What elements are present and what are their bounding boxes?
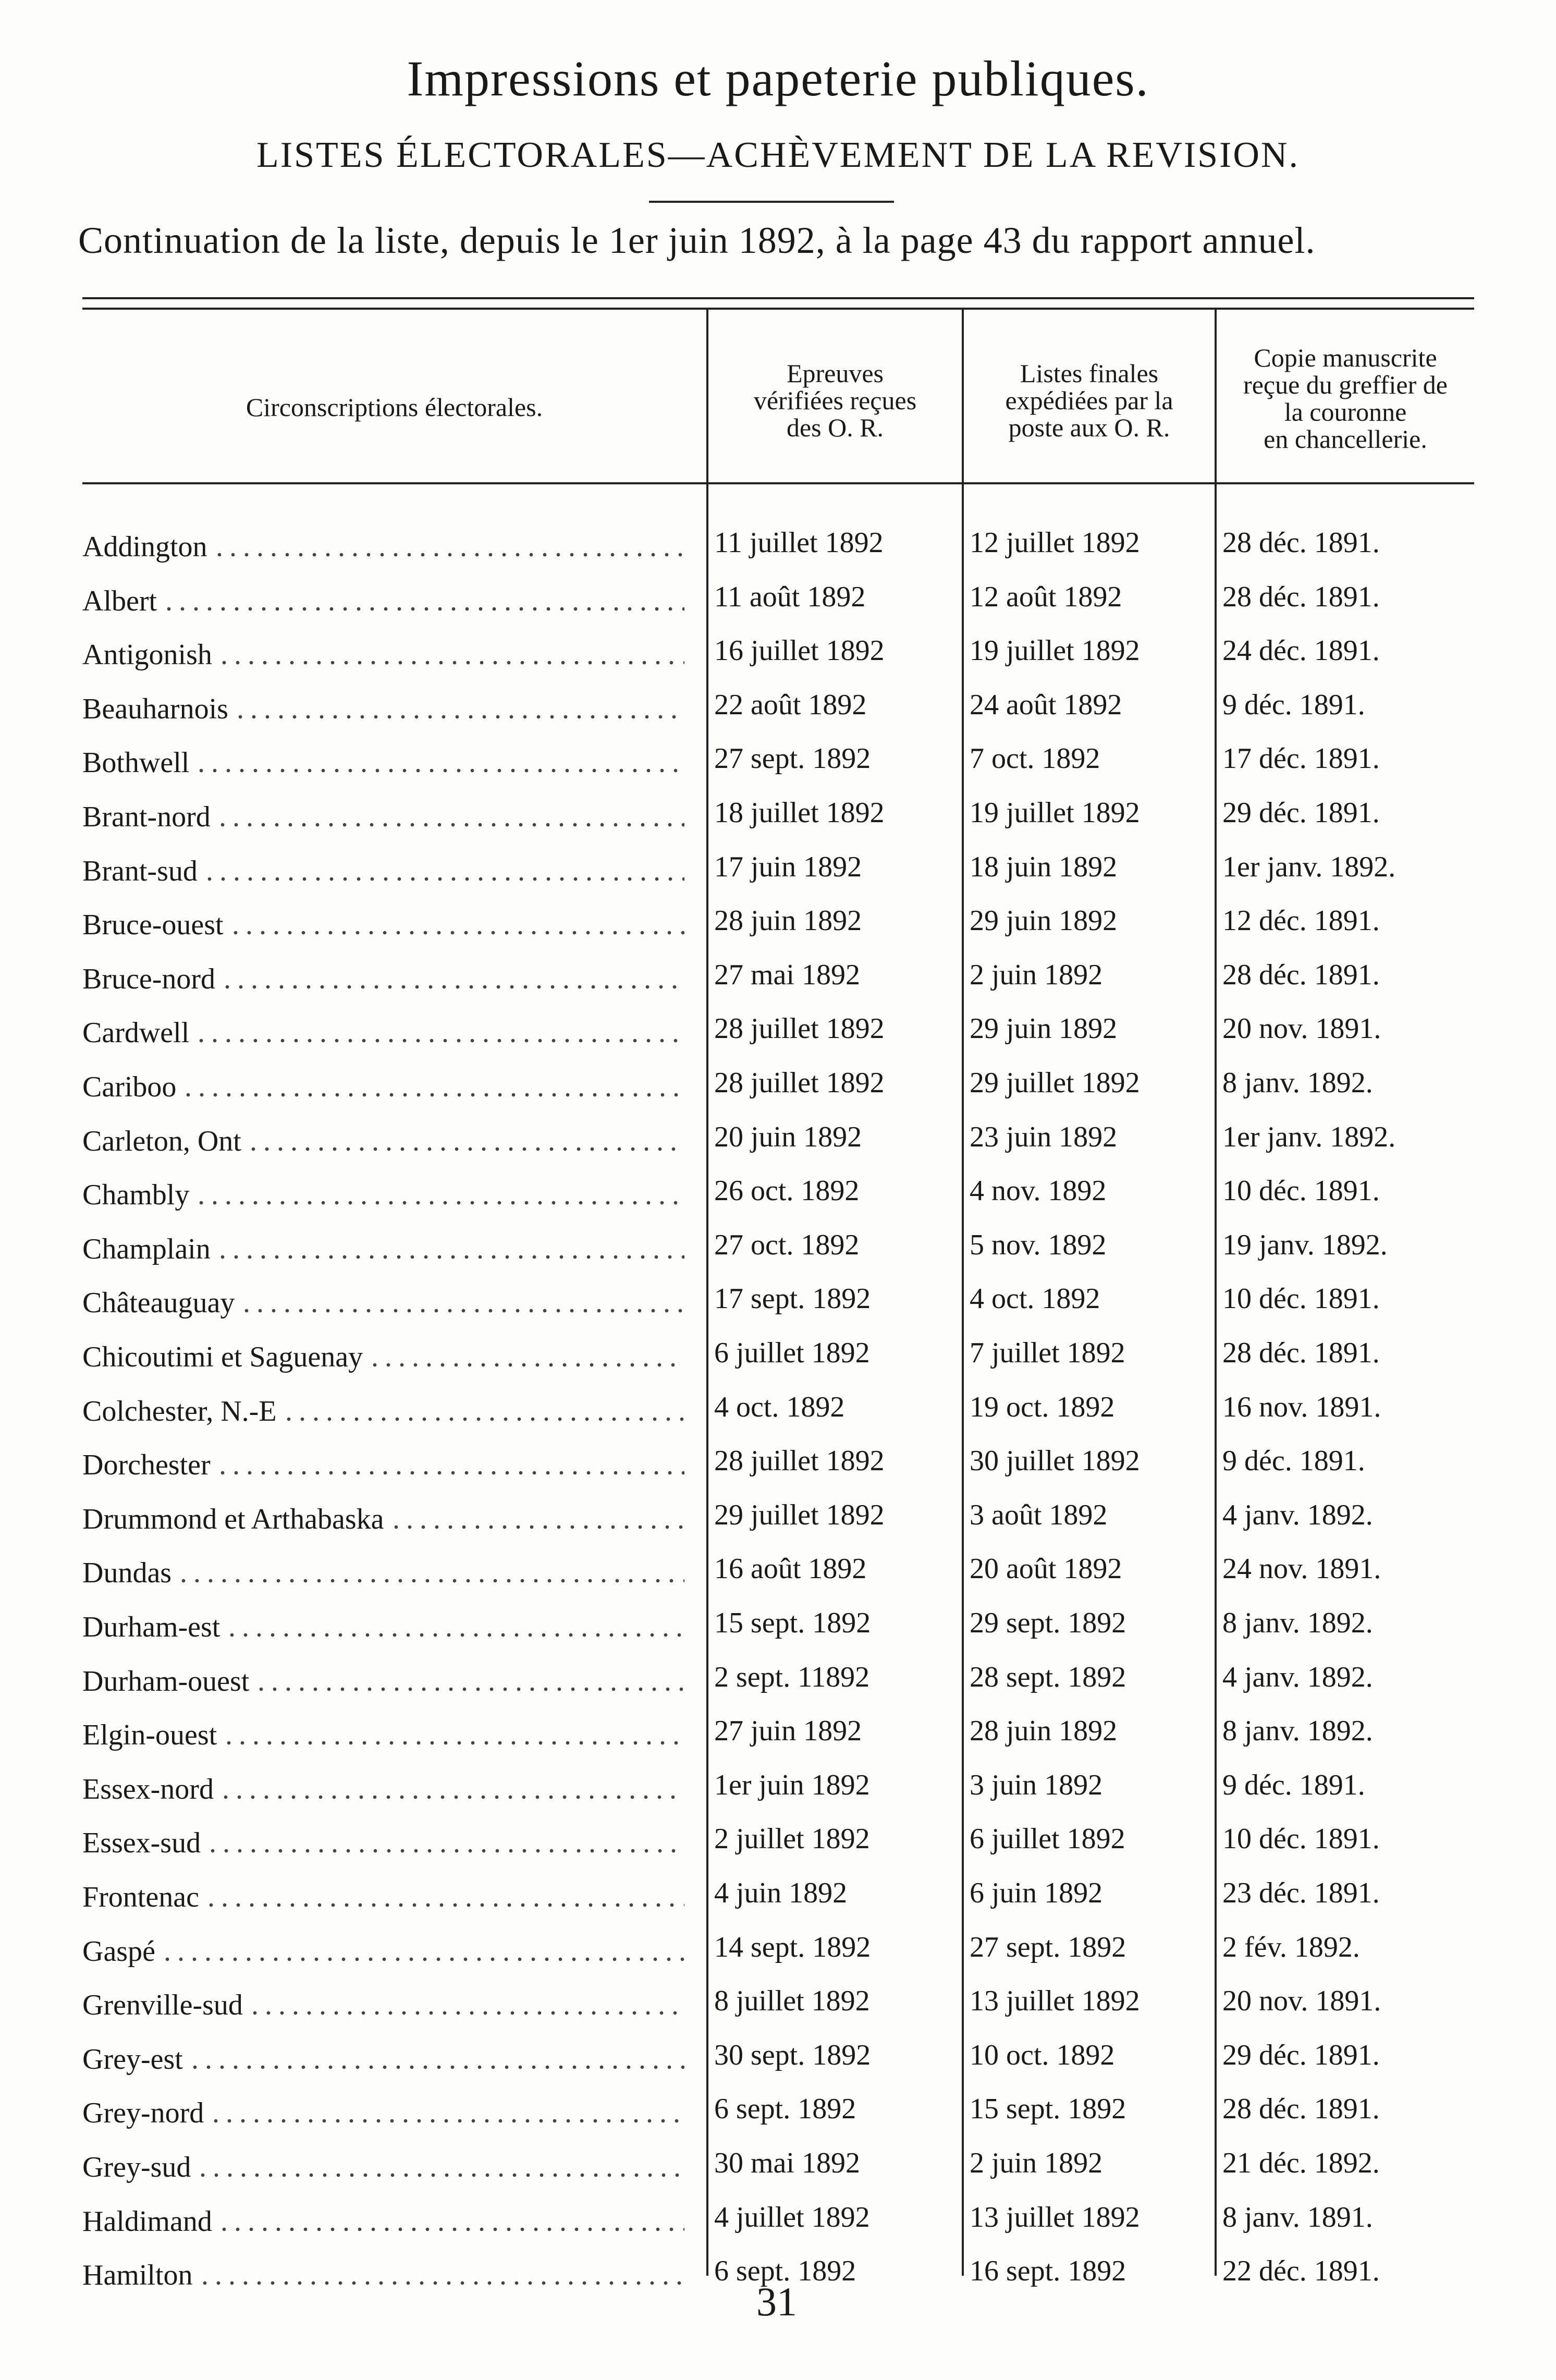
- copie-date: 28 déc. 1891.: [1222, 527, 1380, 559]
- dot-leader: [177, 1578, 684, 1583]
- listes-date: 29 sept. 1892: [970, 1607, 1126, 1639]
- page-title: Impressions et papeterie publiques.: [407, 51, 1149, 106]
- copie-date: 20 nov. 1891.: [1222, 1012, 1381, 1045]
- epreuves-date: 29 juillet 1892: [714, 1499, 885, 1531]
- circonscription-name: Grey-sud: [82, 2151, 191, 2183]
- table-row: [0, 1864, 1556, 1914]
- table-row: [0, 1972, 1556, 2022]
- epreuves-date: 4 juillet 1892: [714, 2201, 870, 2233]
- circonscription-cell: [82, 946, 684, 996]
- listes-date: 4 oct. 1892: [970, 1283, 1100, 1315]
- table-row: [0, 1702, 1556, 1752]
- epreuves-date: 2 sept. 11892: [714, 1661, 870, 1693]
- circonscription-cell: [82, 1432, 684, 1482]
- copie-date: 12 déc. 1891.: [1222, 905, 1380, 937]
- listes-date: 30 juillet 1892: [970, 1445, 1140, 1477]
- dot-leader: [229, 930, 684, 935]
- circonscription-cell: [82, 1756, 684, 1806]
- copie-date: 28 déc. 1891.: [1222, 581, 1380, 613]
- listes-date: 13 juillet 1892: [970, 1985, 1140, 2017]
- table-row: [0, 946, 1556, 996]
- listes-date: 5 nov. 1892: [970, 1229, 1107, 1261]
- circonscription-cell: [82, 1810, 684, 1860]
- dot-leader: [194, 1200, 684, 1205]
- table-row: [0, 999, 1556, 1049]
- table-row: [0, 729, 1556, 779]
- copie-date: 21 déc. 1892.: [1222, 2147, 1380, 2179]
- circonscription-name: Elgin-ouest: [82, 1719, 217, 1751]
- epreuves-date: 26 oct. 1892: [714, 1175, 860, 1207]
- epreuves-date: 27 juin 1892: [714, 1715, 862, 1747]
- listes-date: 4 nov. 1892: [970, 1175, 1107, 1207]
- copie-date: 4 janv. 1892.: [1222, 1661, 1373, 1693]
- circonscription-cell: [82, 784, 684, 834]
- dot-leader: [368, 1362, 684, 1368]
- circonscription-name: Durham-ouest: [82, 1665, 250, 1698]
- copie-date: 9 déc. 1891.: [1222, 689, 1365, 721]
- circonscription-name: Châteauguay: [82, 1287, 235, 1319]
- epreuves-date: 14 sept. 1892: [714, 1931, 871, 1963]
- circonscription-name: Grey-est: [82, 2043, 183, 2076]
- circonscription-cell: [82, 838, 684, 888]
- copie-date: 4 janv. 1892.: [1222, 1499, 1373, 1531]
- epreuves-date: 15 sept. 1892: [714, 1607, 871, 1639]
- epreuves-date: 28 juillet 1892: [714, 1067, 885, 1099]
- circonscription-name: Chambly: [82, 1179, 190, 1211]
- dot-leader: [247, 1146, 684, 1152]
- copie-date: 28 déc. 1891.: [1222, 2093, 1380, 2125]
- table-row: [0, 1054, 1556, 1104]
- table-row: [0, 676, 1556, 726]
- copie-date: 28 déc. 1891.: [1222, 959, 1380, 991]
- listes-date: 28 sept. 1892: [970, 1661, 1126, 1693]
- circonscription-name: Brant-nord: [82, 801, 211, 833]
- table-row: [0, 1270, 1556, 1320]
- dot-leader: [217, 2227, 684, 2232]
- table-row: [0, 1540, 1556, 1590]
- table-row: [0, 1108, 1556, 1158]
- listes-date: 6 juin 1892: [970, 1877, 1103, 1909]
- circonscription-cell: [82, 2242, 684, 2292]
- copie-date: 8 janv. 1892.: [1222, 1607, 1373, 1639]
- table-row: [0, 892, 1556, 942]
- dot-leader: [389, 1524, 684, 1530]
- epreuves-date: 8 juillet 1892: [714, 1985, 870, 2017]
- circonscription-name: Grey-nord: [82, 2097, 204, 2129]
- epreuves-date: 28 juillet 1892: [714, 1445, 885, 1477]
- circonscription-name: Antigonish: [82, 639, 212, 671]
- epreuves-date: 6 sept. 1892: [714, 2093, 856, 2125]
- circonscription-cell: [82, 676, 684, 726]
- circonscription-name: Bruce-nord: [82, 963, 216, 995]
- table-row: [0, 1918, 1556, 1968]
- listes-date: 3 août 1892: [970, 1499, 1108, 1531]
- epreuves-date: 18 juillet 1892: [714, 797, 885, 829]
- copie-date: 16 nov. 1891.: [1222, 1391, 1381, 1423]
- circonscription-name: Dundas: [82, 1557, 172, 1589]
- dot-leader: [234, 714, 684, 719]
- epreuves-date: 4 juin 1892: [714, 1877, 848, 1909]
- copie-date: 29 déc. 1891.: [1222, 2039, 1380, 2071]
- table-row: [0, 2080, 1556, 2130]
- table-row: [0, 1648, 1556, 1698]
- circonscription-cell: [82, 2026, 684, 2076]
- copie-date: 9 déc. 1891.: [1222, 1445, 1365, 1477]
- listes-date: 7 oct. 1892: [970, 742, 1100, 775]
- column-header-circonscriptions: Circonscriptions électorales.: [246, 393, 543, 422]
- circonscription-cell: [82, 1540, 684, 1590]
- table-row: [0, 1216, 1556, 1266]
- circonscription-cell: [82, 2080, 684, 2130]
- epreuves-date: 17 sept. 1892: [714, 1283, 871, 1315]
- copie-date: 2 fév. 1892.: [1222, 1931, 1360, 1963]
- epreuves-date: 16 juillet 1892: [714, 634, 885, 667]
- table-top-rule-inner: [82, 308, 1474, 310]
- dot-leader: [220, 984, 684, 990]
- circonscription-cell: [82, 1270, 684, 1320]
- circonscription-cell: [82, 1864, 684, 1914]
- listes-date: 13 juillet 1892: [970, 2201, 1140, 2233]
- dot-leader: [209, 2118, 684, 2123]
- table-row: [0, 2026, 1556, 2076]
- dot-leader: [213, 552, 684, 557]
- dot-leader: [188, 2065, 684, 2070]
- listes-date: 2 juin 1892: [970, 959, 1103, 991]
- circonscription-cell: [82, 1162, 684, 1212]
- circonscription-cell: [82, 621, 684, 672]
- table-row: [0, 1378, 1556, 1428]
- listes-date: 6 juillet 1892: [970, 1823, 1125, 1855]
- copie-date: 1er janv. 1892.: [1222, 1121, 1396, 1153]
- copie-date: 23 déc. 1891.: [1222, 1877, 1380, 1909]
- table-row: [0, 784, 1556, 834]
- listes-date: 23 juin 1892: [970, 1121, 1118, 1153]
- circonscription-name: Dorchester: [82, 1449, 211, 1481]
- circonscription-cell: [82, 892, 684, 942]
- circonscription-name: Hamilton: [82, 2259, 193, 2291]
- copie-date: 8 janv. 1892.: [1222, 1715, 1373, 1747]
- copie-date: 10 déc. 1891.: [1222, 1175, 1380, 1207]
- listes-date: 19 juillet 1892: [970, 634, 1140, 667]
- copie-date: 22 déc. 1891.: [1222, 2255, 1380, 2287]
- dot-leader: [217, 660, 684, 665]
- circonscription-name: Addington: [82, 531, 207, 563]
- epreuves-date: 1er juin 1892: [714, 1769, 870, 1801]
- epreuves-date: 28 juin 1892: [714, 905, 862, 937]
- dot-leader: [204, 1902, 684, 1908]
- circonscription-cell: [82, 1486, 684, 1536]
- circonscription-cell: [82, 999, 684, 1049]
- epreuves-date: 11 juillet 1892: [714, 527, 884, 559]
- epreuves-date: 28 juillet 1892: [714, 1012, 885, 1045]
- circonscription-name: Brant-sud: [82, 855, 198, 887]
- header-bottom-rule: [82, 482, 1474, 484]
- circonscription-name: Durham-est: [82, 1611, 220, 1643]
- copie-date: 24 déc. 1891.: [1222, 634, 1380, 667]
- dot-leader: [196, 2172, 684, 2178]
- column-header-epreuves: Epreuves vérifiées reçues des O. R.: [753, 359, 917, 442]
- page-number: 31: [756, 2279, 797, 2324]
- table-row: [0, 1324, 1556, 1374]
- copie-date: 20 nov. 1891.: [1222, 1985, 1381, 2017]
- circonscription-cell: [82, 729, 684, 779]
- listes-date: 12 juillet 1892: [970, 527, 1140, 559]
- dot-leader: [240, 1308, 684, 1313]
- epreuves-date: 27 mai 1892: [714, 959, 860, 991]
- circonscription-cell: [82, 568, 684, 618]
- epreuves-date: 2 juillet 1892: [714, 1823, 870, 1855]
- dot-leader: [225, 1632, 684, 1638]
- table-row: [0, 2188, 1556, 2238]
- circonscription-name: Beauharnois: [82, 693, 228, 725]
- table-row: [0, 1486, 1556, 1536]
- circonscription-name: Frontenac: [82, 1881, 199, 1913]
- circonscription-name: Cardwell: [82, 1017, 190, 1049]
- circonscription-name: Bothwell: [82, 747, 190, 779]
- circonscription-cell: [82, 1594, 684, 1644]
- table-row: [0, 1756, 1556, 1806]
- epreuves-date: 6 sept. 1892: [714, 2255, 856, 2287]
- listes-date: 16 sept. 1892: [970, 2255, 1126, 2287]
- copie-date: 19 janv. 1892.: [1222, 1229, 1388, 1261]
- listes-date: 18 juin 1892: [970, 851, 1118, 883]
- dot-leader: [222, 1740, 684, 1746]
- dot-leader: [181, 1092, 684, 1097]
- table-row: [0, 838, 1556, 888]
- circonscription-name: Grenville-sud: [82, 1989, 243, 2021]
- epreuves-date: 17 juin 1892: [714, 851, 862, 883]
- epreuves-date: 11 août 1892: [714, 581, 866, 613]
- dot-leader: [216, 1470, 684, 1475]
- copie-date: 29 déc. 1891.: [1222, 797, 1380, 829]
- listes-date: 19 oct. 1892: [970, 1391, 1115, 1423]
- circonscription-name: Cariboo: [82, 1071, 177, 1103]
- copie-date: 10 déc. 1891.: [1222, 1823, 1380, 1855]
- circonscription-name: Haldimand: [82, 2205, 212, 2238]
- listes-date: 20 août 1892: [970, 1553, 1122, 1585]
- listes-date: 15 sept. 1892: [970, 2093, 1126, 2125]
- listes-date: 28 juin 1892: [970, 1715, 1118, 1747]
- dot-leader: [216, 822, 684, 827]
- circonscription-name: Chicoutimi et Saguenay: [82, 1341, 363, 1373]
- table-row: [0, 1162, 1556, 1212]
- circonscription-cell: [82, 1324, 684, 1374]
- page-subtitle: LISTES ÉLECTORALES—ACHÈVEMENT DE LA REVISION.: [256, 135, 1300, 175]
- table-row: [0, 2134, 1556, 2184]
- circonscription-cell: [82, 1648, 684, 1698]
- intro-text: Continuation de la liste, depuis le 1er juin 1892, à la page 43 du rapport annuel.: [78, 219, 1316, 261]
- listes-date: 24 août 1892: [970, 689, 1122, 721]
- listes-date: 12 août 1892: [970, 581, 1122, 613]
- circonscription-cell: [82, 1918, 684, 1968]
- table-row: [0, 514, 1556, 564]
- epreuves-date: 16 août 1892: [714, 1553, 867, 1585]
- listes-date: 2 juin 1892: [970, 2147, 1103, 2179]
- epreuves-date: 22 août 1892: [714, 689, 867, 721]
- table-top-rule: [82, 297, 1474, 299]
- column-header-listes: Listes finales expédiées par la poste aux O. R.: [1005, 359, 1173, 442]
- circonscription-name: Champlain: [82, 1233, 211, 1265]
- circonscription-name: Albert: [82, 585, 157, 617]
- copie-date: 1er janv. 1892.: [1222, 851, 1396, 883]
- table-row: [0, 1594, 1556, 1644]
- circonscription-cell: [82, 1216, 684, 1266]
- listes-date: 3 juin 1892: [970, 1769, 1103, 1801]
- table-row: [0, 1432, 1556, 1482]
- listes-date: 19 juillet 1892: [970, 797, 1140, 829]
- circonscription-cell: [82, 1054, 684, 1104]
- table-row: [0, 1810, 1556, 1860]
- column-header-copie: Copie manuscrite reçue du greffier de la couronne en chancellerie.: [1243, 343, 1448, 454]
- listes-date: 7 juillet 1892: [970, 1337, 1125, 1369]
- dot-leader: [161, 1957, 684, 1962]
- epreuves-date: 27 sept. 1892: [714, 742, 871, 775]
- circonscription-name: Drummond et Arthabaska: [82, 1503, 384, 1535]
- circonscription-name: Carleton, Ont: [82, 1125, 241, 1157]
- copie-date: 9 déc. 1891.: [1222, 1769, 1365, 1801]
- copie-date: 10 déc. 1891.: [1222, 1283, 1380, 1315]
- copie-date: 28 déc. 1891.: [1222, 1337, 1380, 1369]
- copie-date: 24 nov. 1891.: [1222, 1553, 1381, 1585]
- circonscription-cell: [82, 2188, 684, 2238]
- dot-leader: [254, 1687, 684, 1692]
- circonscription-cell: [82, 1972, 684, 2022]
- epreuves-date: 20 juin 1892: [714, 1121, 862, 1153]
- circonscription-name: Colchester, N.-E: [82, 1395, 277, 1427]
- listes-date: 29 juin 1892: [970, 905, 1118, 937]
- dot-leader: [162, 606, 684, 612]
- copie-date: 8 janv. 1892.: [1222, 1067, 1373, 1099]
- copie-date: 17 déc. 1891.: [1222, 742, 1380, 775]
- listes-date: 10 oct. 1892: [970, 2039, 1115, 2071]
- dot-leader: [203, 876, 684, 882]
- dot-leader: [248, 2010, 684, 2016]
- circonscription-name: Gaspé: [82, 1935, 155, 1968]
- dot-leader: [194, 768, 684, 773]
- listes-date: 29 juin 1892: [970, 1012, 1118, 1045]
- listes-date: 29 juillet 1892: [970, 1067, 1140, 1099]
- epreuves-date: 6 juillet 1892: [714, 1337, 870, 1369]
- circonscription-cell: [82, 1108, 684, 1158]
- circonscription-cell: [82, 1378, 684, 1428]
- circonscription-name: Bruce-ouest: [82, 909, 224, 941]
- table-row: [0, 568, 1556, 618]
- title-divider: [649, 201, 894, 203]
- circonscription-cell: [82, 514, 684, 564]
- dot-leader: [198, 2280, 684, 2286]
- listes-date: 27 sept. 1892: [970, 1931, 1126, 1963]
- epreuves-date: 30 mai 1892: [714, 2147, 860, 2179]
- copie-date: 8 janv. 1891.: [1222, 2201, 1373, 2233]
- epreuves-date: 30 sept. 1892: [714, 2039, 871, 2071]
- circonscription-name: Essex-nord: [82, 1773, 214, 1805]
- dot-leader: [194, 1038, 684, 1043]
- dot-leader: [282, 1417, 684, 1422]
- dot-leader: [216, 1254, 684, 1260]
- circonscription-name: Essex-sud: [82, 1827, 201, 1859]
- table-row: [0, 621, 1556, 672]
- circonscription-cell: [82, 2134, 684, 2184]
- epreuves-date: 4 oct. 1892: [714, 1391, 845, 1423]
- epreuves-date: 27 oct. 1892: [714, 1229, 860, 1261]
- circonscription-cell: [82, 1702, 684, 1752]
- dot-leader: [219, 1795, 684, 1800]
- dot-leader: [206, 1848, 684, 1853]
